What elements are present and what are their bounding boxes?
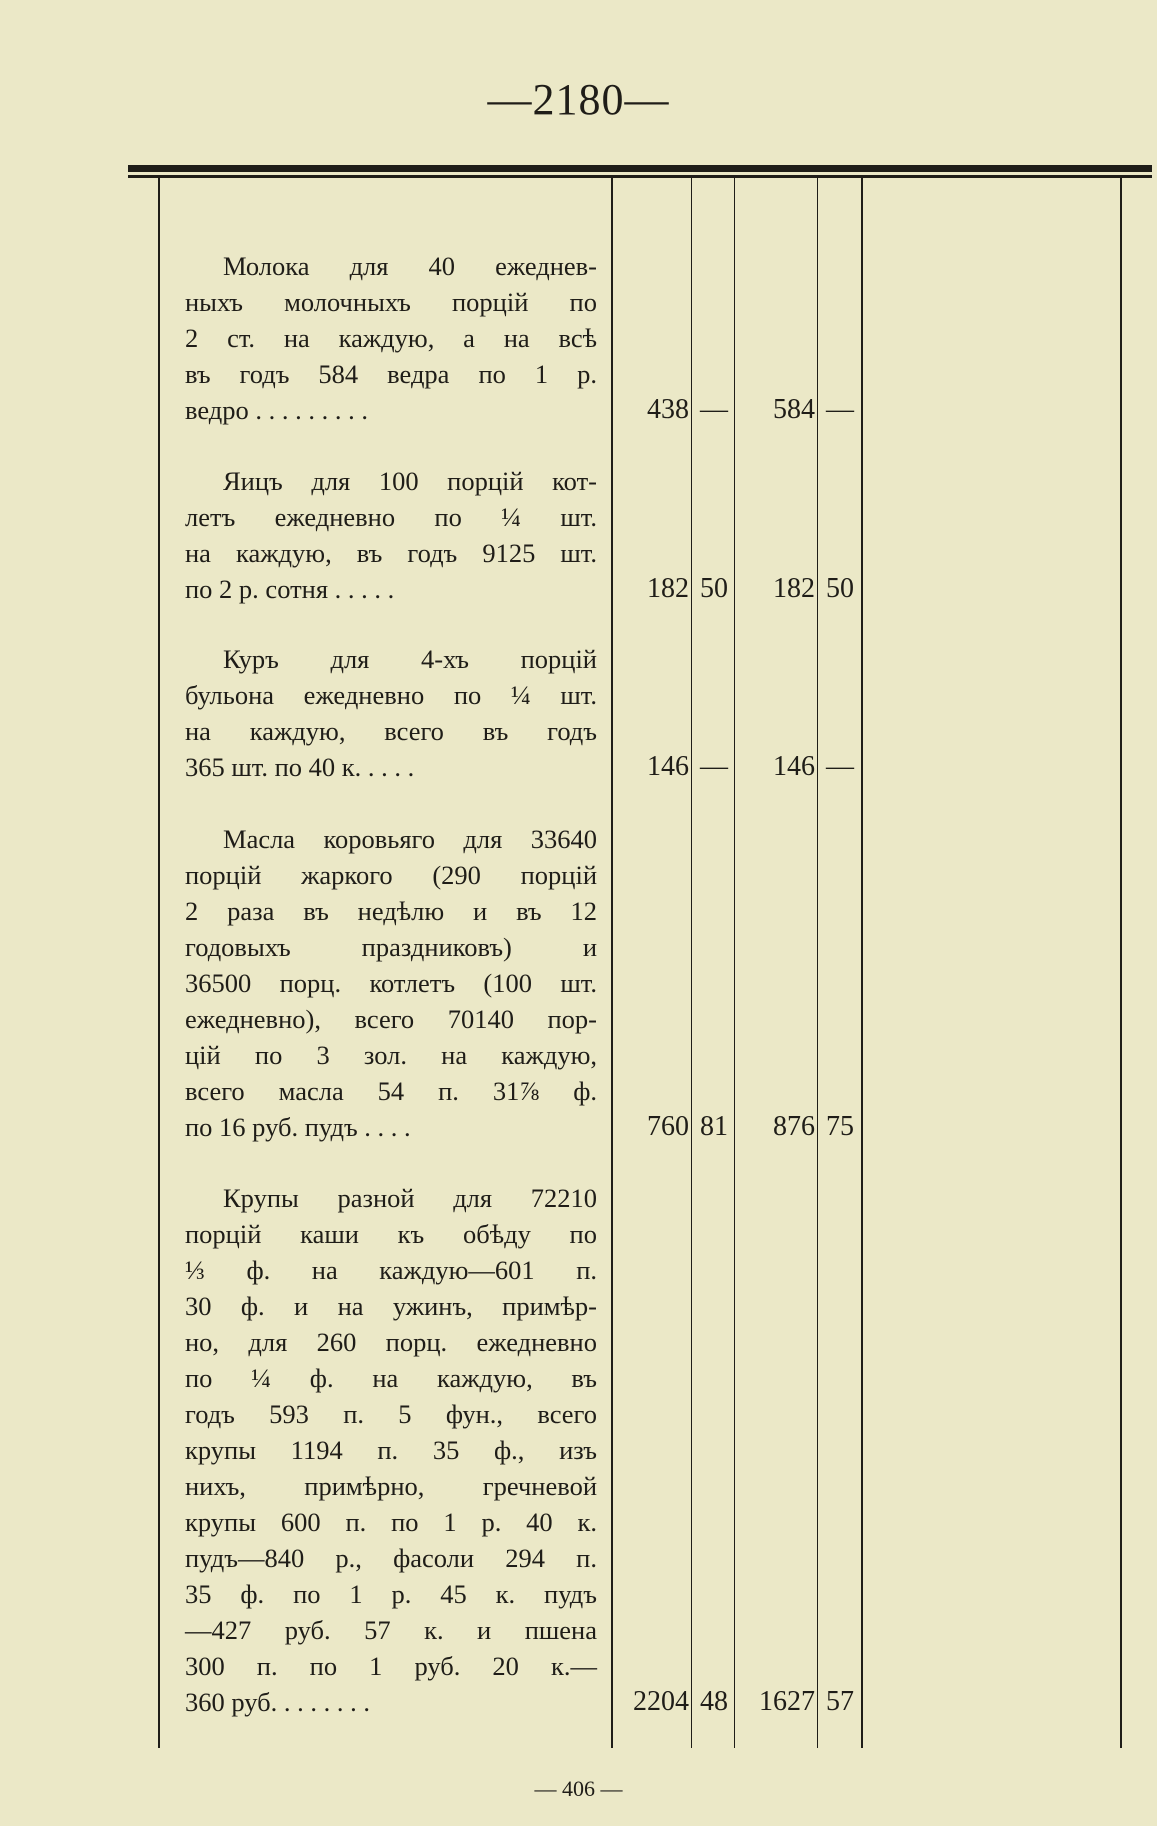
amount-kopecks-a: — xyxy=(700,394,728,425)
entry-line: 2 ст. на каждую, а на всѣ xyxy=(185,323,597,353)
entry-line: порцій каши къ обѣду по xyxy=(185,1219,597,1249)
entry-line: летъ ежедневно по ¼ шт. xyxy=(185,502,597,532)
entry-line: въ годъ 584 ведра по 1 р. xyxy=(185,359,597,389)
entry-line: —427 руб. 57 к. и пшена xyxy=(185,1615,597,1645)
amount-rubles-b: 1627 xyxy=(759,1686,815,1717)
entry-line: бульона ежедневно по ¼ шт. xyxy=(185,680,597,710)
entry-milk xyxy=(185,248,597,428)
entry-line: ныхъ молочныхъ порцій по xyxy=(185,287,597,317)
entry-line: крупы 600 п. по 1 р. 40 к. xyxy=(185,1507,597,1537)
entry-line: пудъ—840 р., фасоли 294 п. xyxy=(185,1543,597,1573)
entry-line: ведро . . . . . . . . . xyxy=(185,395,369,425)
amount-rubles-b: 876 xyxy=(773,1111,815,1142)
entry-line: крупы 1194 п. 35 ф., изъ xyxy=(185,1435,597,1465)
entry-chickens xyxy=(185,641,597,785)
amount-kopecks-b: — xyxy=(826,394,854,425)
entry-line: 360 руб. . . . . . . . xyxy=(185,1687,371,1717)
page-header-number: —2180— xyxy=(487,75,670,124)
entry-butter xyxy=(185,821,597,1145)
entry-line: 2 раза въ недѣлю и въ 12 xyxy=(185,896,597,926)
entry-line: цій по 3 зол. на каждую, xyxy=(185,1040,597,1070)
entry-line: Яицъ для 100 порцій кот- xyxy=(223,466,597,496)
column-divider-text xyxy=(611,178,613,1748)
entry-eggs xyxy=(185,463,597,607)
amount-rubles-a: 2204 xyxy=(633,1686,689,1717)
column-divider-2 xyxy=(734,178,735,1748)
amount-rubles-b: 146 xyxy=(773,751,815,782)
column-divider-3 xyxy=(817,178,818,1748)
amount-kopecks-a: 48 xyxy=(700,1686,728,1717)
entry-line: порцій жаркого (290 порцій xyxy=(185,860,597,890)
header-rule-thick xyxy=(128,165,1152,172)
column-divider-4 xyxy=(861,178,863,1748)
entry-line: Молока для 40 ежеднев- xyxy=(223,251,597,281)
amount-kopecks-b: — xyxy=(826,751,854,782)
table-left-border xyxy=(158,178,160,1748)
amount-rubles-a: 438 xyxy=(647,394,689,425)
column-divider-1 xyxy=(691,178,692,1748)
entry-line: Крупы разной для 72210 xyxy=(223,1183,597,1213)
entry-line: по 16 руб. пудъ . . . . xyxy=(185,1112,411,1142)
entry-groats xyxy=(185,1180,597,1720)
table-right-border xyxy=(1120,178,1122,1748)
entry-line: 35 ф. по 1 р. 45 к. пудъ xyxy=(185,1579,597,1609)
entry-line: на каждую, въ годъ 9125 шт. xyxy=(185,538,597,568)
entry-line: ежедневно), всего 70140 пор- xyxy=(185,1004,597,1034)
amount-kopecks-a: — xyxy=(700,751,728,782)
entry-line: Масла коровьяго для 33640 xyxy=(223,824,597,854)
entry-line: ⅓ ф. на каждую—601 п. xyxy=(185,1255,597,1285)
amount-kopecks-b: 75 xyxy=(826,1111,854,1142)
header-rule-thin xyxy=(128,175,1152,178)
entry-line: 30 ф. и на ужинъ, примѣр- xyxy=(185,1291,597,1321)
entry-line: Куръ для 4-хъ порцій xyxy=(223,644,597,674)
amount-kopecks-a: 81 xyxy=(700,1111,728,1142)
entry-line: но, для 260 порц. ежедневно xyxy=(185,1327,597,1357)
entry-line: нихъ, примѣрно, гречневой xyxy=(185,1471,597,1501)
entry-line: по ¼ ф. на каждую, въ xyxy=(185,1363,597,1393)
entry-line: на каждую, всего въ годъ xyxy=(185,716,597,746)
entry-line: 365 шт. по 40 к. . . . . xyxy=(185,752,415,782)
amount-kopecks-a: 50 xyxy=(700,573,728,604)
amount-rubles-b: 182 xyxy=(773,573,815,604)
amount-rubles-a: 182 xyxy=(647,573,689,604)
amount-rubles-a: 760 xyxy=(647,1111,689,1142)
entry-line: годовыхъ праздниковъ) и xyxy=(185,932,597,962)
entry-line: всего масла 54 п. 31⅞ ф. xyxy=(185,1076,597,1106)
entry-line: 36500 порц. котлетъ (100 шт. xyxy=(185,968,597,998)
amount-rubles-b: 584 xyxy=(773,394,815,425)
amount-rubles-a: 146 xyxy=(647,751,689,782)
entry-line: годъ 593 п. 5 фун., всего xyxy=(185,1399,597,1429)
entry-line: 300 п. по 1 руб. 20 к.— xyxy=(185,1651,597,1681)
page-footer-number: — 406 — xyxy=(534,1776,623,1801)
amount-kopecks-b: 57 xyxy=(826,1686,854,1717)
amount-kopecks-b: 50 xyxy=(826,573,854,604)
entry-line: по 2 р. сотня . . . . . xyxy=(185,574,395,604)
